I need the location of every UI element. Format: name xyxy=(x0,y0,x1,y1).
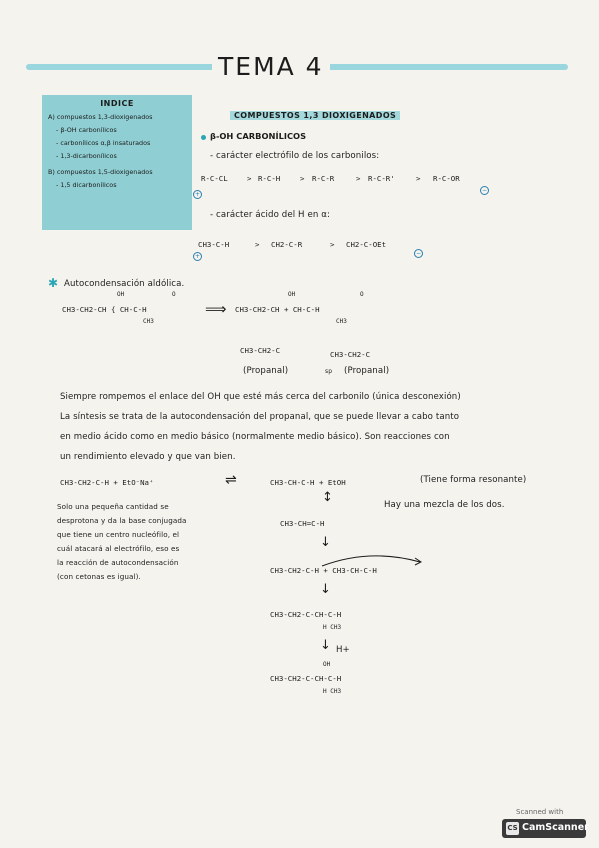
oh-label: OH xyxy=(288,291,296,298)
formula: R-C-R xyxy=(312,174,335,183)
retro-arrow-icon: ⟹ xyxy=(205,300,227,318)
camscanner-logo xyxy=(502,808,588,840)
reagent-formula: CH3-CH2-C xyxy=(240,346,281,355)
paragraph-line: Siempre rompemos el enlace del OH que esté más cerca del carbonilo (única desconexión) xyxy=(60,392,461,402)
operator: > xyxy=(330,240,335,249)
attack-arrow-icon xyxy=(320,552,430,568)
oh-label: OH xyxy=(117,291,125,298)
ch3-label: CH3 xyxy=(336,318,347,325)
reagent-label: (Propanal) xyxy=(344,366,390,376)
o-label: O xyxy=(172,291,176,298)
bullet-icon xyxy=(201,135,206,140)
down-arrow-icon: ↓ xyxy=(320,535,331,550)
page-title: TEMA 4 xyxy=(212,52,330,81)
ch3-label: CH3 xyxy=(143,318,154,325)
camscanner-brand: CamScanner xyxy=(522,822,589,833)
index-line: A) compuestos 1,3-dioxigenados xyxy=(48,113,153,121)
minus-circle: − xyxy=(481,187,488,194)
mech-note: (Tiene forma resonante) xyxy=(420,475,527,485)
down-arrow-icon: ↓ xyxy=(320,638,331,653)
aldol-heading: Autocondensación aldólica. xyxy=(64,279,185,289)
formula: CH2-C-R xyxy=(271,240,303,249)
mech-right: CH3-CH-C-H + EtOH xyxy=(270,478,346,487)
index-line: - β-OH carbonílicos xyxy=(56,126,117,134)
operator: > xyxy=(416,174,421,183)
mech-step-top: OH xyxy=(323,661,331,668)
mech-step-sub: H CH3 xyxy=(323,624,342,631)
resonance-arrow-icon: ↕ xyxy=(322,490,333,505)
hplus-label: H+ xyxy=(336,645,350,655)
mech-step: CH3-CH2-C-CH-C-H xyxy=(270,674,342,683)
operator: > xyxy=(247,174,252,183)
index-heading: INDICE xyxy=(100,99,134,108)
section-heading: COMPUESTOS 1,3 DIOXIGENADOS xyxy=(230,111,400,120)
aldol-right: CH3-CH2-CH + CH-C-H xyxy=(235,305,320,314)
equilibrium-arrow-icon: ⇌ xyxy=(225,472,237,488)
o-label: O xyxy=(360,291,364,298)
side-note-line: desprotona y da la base conjugada xyxy=(57,516,187,525)
formula: CH2-C-OEt xyxy=(346,240,387,249)
mech-step: CH3-CH2-C-H + CH3-CH-C-H xyxy=(270,566,377,575)
plus-circle: + xyxy=(194,253,201,260)
formula: R-C-H xyxy=(258,174,281,183)
index-line: - carbonílicos α,β insaturados xyxy=(56,139,151,147)
paragraph-line: La síntesis se trata de la autocondensación del propanal, que se puede llevar a cabo tanto xyxy=(60,412,460,422)
paragraph-line: en medio ácido como en medio básico (normalmente medio básico). Son reacciones con xyxy=(60,432,450,442)
plus-circle: + xyxy=(194,191,201,198)
side-note-line: cuál atacará al electrófilo, eso es xyxy=(57,544,180,553)
formula: R-C-OR xyxy=(433,174,460,183)
side-note-line: (con cetonas es igual). xyxy=(57,572,141,581)
mech-step: CH3-CH2-C-CH-C-H xyxy=(270,610,342,619)
aldol-left: CH3-CH2-CH { CH-C-H xyxy=(62,305,147,314)
side-note-line: la reacción de autocondensación xyxy=(57,558,179,567)
reagent-sep: sp xyxy=(325,368,333,375)
star-icon: ✱ xyxy=(48,276,59,290)
paragraph-line: un rendimiento elevado y que van bien. xyxy=(60,452,236,462)
minus-circle: − xyxy=(415,250,422,257)
mech-mix-note: Hay una mezcla de los dos. xyxy=(384,500,505,510)
mech-step-sub: H CH3 xyxy=(323,688,342,695)
reagent-label: (Propanal) xyxy=(243,366,289,376)
index-line: - 1,5 dicarbonílicos xyxy=(56,181,117,189)
down-arrow-icon: ↓ xyxy=(320,582,331,597)
scanned-with-label: Scanned with xyxy=(516,808,564,816)
side-note-line: que tiene un centro nucleófilo, el xyxy=(57,530,180,539)
formula: R-C-CL xyxy=(201,174,228,183)
formula: R-C-R' xyxy=(368,174,395,183)
camscanner-badge xyxy=(502,819,589,838)
index-box xyxy=(42,95,192,230)
reagent-formula: CH3-CH2-C xyxy=(330,350,371,359)
acid-note: - carácter ácido del H en α: xyxy=(210,210,330,220)
camscanner-icon: CS xyxy=(506,822,519,835)
index-line: - 1,3-dicarbonílicos xyxy=(56,152,117,160)
beta-heading: β-OH CARBONÍLICOS xyxy=(210,131,307,141)
operator: > xyxy=(300,174,305,183)
side-note-line: Solo una pequeña cantidad se xyxy=(57,502,169,511)
index-line: B) compuestos 1,5-dioxigenados xyxy=(48,168,153,176)
electrophile-note: - carácter electrófilo de los carbonilos: xyxy=(210,151,380,161)
operator: > xyxy=(356,174,361,183)
mech-left: CH3-CH2-C-H + EtO⁻Na⁺ xyxy=(60,478,154,487)
formula: CH3-C-H xyxy=(198,240,230,249)
mech-step: CH3-CH=C-H xyxy=(280,519,325,528)
operator: > xyxy=(255,240,260,249)
